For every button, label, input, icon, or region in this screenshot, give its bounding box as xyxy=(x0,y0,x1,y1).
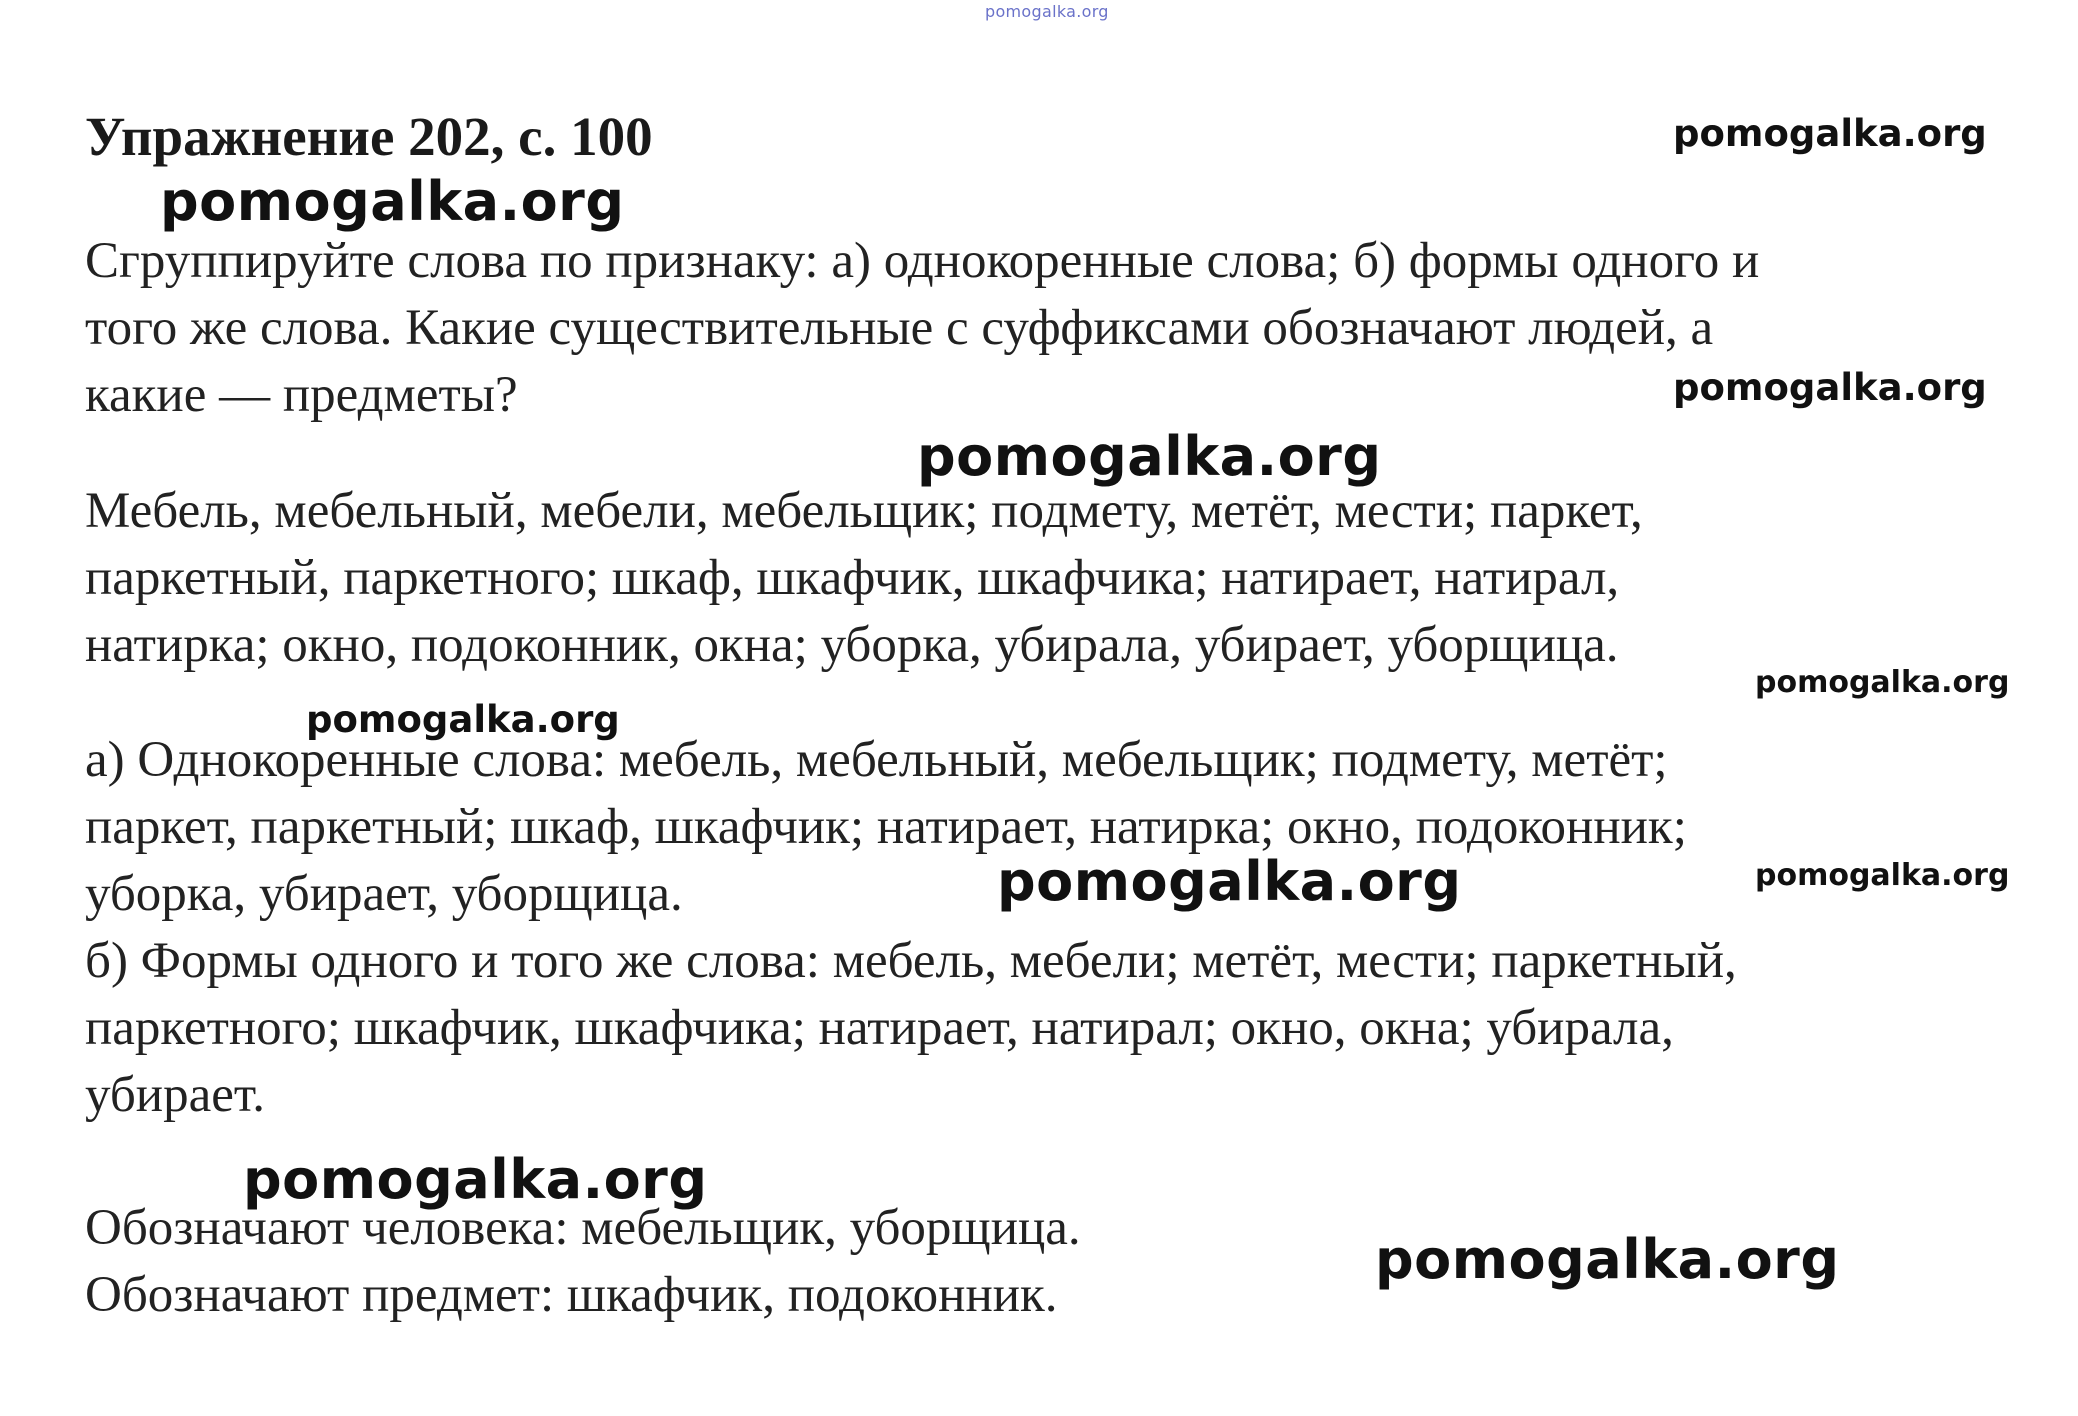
answer-line: уборка, убирает, уборщица. xyxy=(85,866,683,922)
answer-paragraph xyxy=(85,727,1737,1129)
answer-line: убирает. xyxy=(85,1067,266,1123)
words-line: Мебель, мебельный, мебели, мебельщик; подмету, метёт, мести; паркет, xyxy=(85,483,1643,539)
conclusion-line: Обозначают человека: мебельщик, уборщица. xyxy=(85,1200,1081,1256)
task-paragraph xyxy=(85,228,1759,429)
answer-line: б) Формы одного и того же слова: мебель, мебели; метёт, мести; паркетный, xyxy=(85,933,1737,989)
exercise-title: Упражнение 202, с. 100 xyxy=(85,106,653,167)
conclusion-paragraph xyxy=(85,1195,1081,1329)
watermark: pomogalka.org xyxy=(1375,1228,1840,1291)
watermark: pomogalka.org xyxy=(306,698,620,741)
watermark: pomogalka.org xyxy=(1755,858,2010,893)
words-line: паркетный, паркетного; шкаф, шкафчик, шкафчика; натирает, натирал, xyxy=(85,550,1620,606)
site-link[interactable]: pomogalka.org xyxy=(985,2,1109,21)
answer-line: а) Однокоренные слова: мебель, мебельный, мебельщик; подмету, метёт; xyxy=(85,732,1668,788)
answer-line: паркет, паркетный; шкаф, шкафчик; натирает, натирка; окно, подоконник; xyxy=(85,799,1687,855)
words-paragraph xyxy=(85,478,1643,679)
words-line: натирка; окно, подоконник, окна; уборка, убирала, убирает, уборщица. xyxy=(85,617,1619,673)
watermark: pomogalka.org xyxy=(1673,366,1987,409)
watermark: pomogalka.org xyxy=(917,425,1382,488)
watermark: pomogalka.org xyxy=(1673,112,1987,155)
conclusion-line: Обозначают предмет: шкафчик, подоконник. xyxy=(85,1267,1058,1323)
task-line: какие — предметы? xyxy=(85,367,518,423)
watermark: pomogalka.org xyxy=(1755,665,2010,700)
task-line: того же слова. Какие существительные с суффиксами обозначают людей, а xyxy=(85,300,1714,356)
watermark: pomogalka.org xyxy=(160,170,625,233)
watermark: pomogalka.org xyxy=(243,1148,708,1211)
watermark: pomogalka.org xyxy=(997,850,1462,913)
answer-line: паркетного; шкафчик, шкафчика; натирает, натирал; окно, окна; убирала, xyxy=(85,1000,1674,1056)
task-line: Сгруппируйте слова по признаку: а) однокоренные слова; б) формы одного и xyxy=(85,233,1760,289)
